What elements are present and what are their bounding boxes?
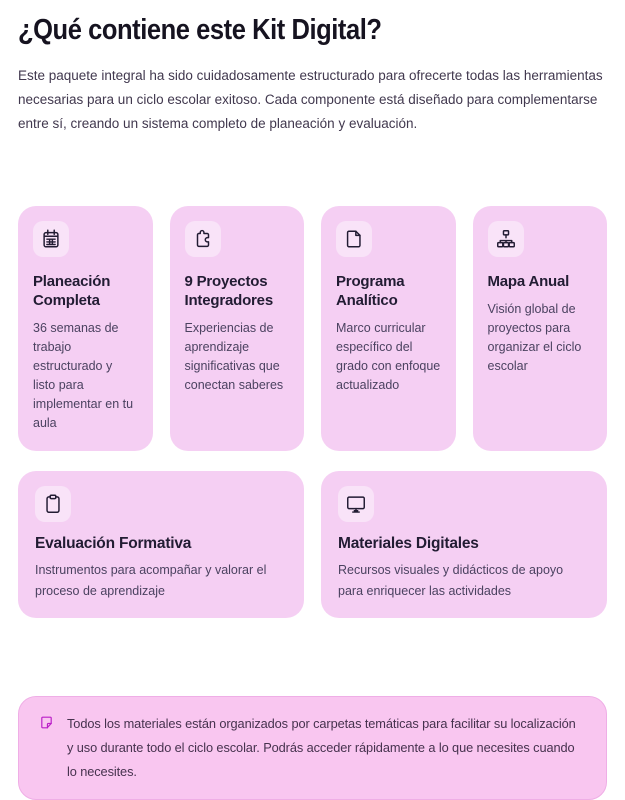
card-description: Experiencias de aprendizaje significativas que conectan saberes: [184, 321, 284, 392]
monitor-icon: [338, 486, 374, 522]
calendar-icon: [33, 221, 69, 257]
card-evaluacion-formativa: [18, 471, 304, 618]
card-title: Mapa Anual: [487, 273, 570, 290]
materials-organization-callout: [18, 696, 607, 800]
sitemap-icon: [488, 221, 524, 257]
card-mapa-anual: [473, 206, 608, 451]
note-icon: [39, 712, 54, 735]
card-programa-analitico: [321, 206, 456, 451]
callout-text: Todos los materiales están organizados por carpetas temáticas para facilitar su localización y uso durante todo el ciclo escolar. Podrás acceder rápidamente a lo que necesites cuando lo necesites.: [67, 716, 576, 779]
puzzle-icon: [185, 221, 221, 257]
card-description: Recursos visuales y didácticos de apoyo para enriquecer las actividades: [338, 563, 564, 598]
card-planeacion-completa: [18, 206, 153, 451]
card-description: Instrumentos para acompañar y valorar el proceso de aprendizaje: [35, 563, 267, 598]
card-description: Marco curricular específico del grado con enfoque actualizado: [336, 321, 441, 392]
card-title: Materiales Digitales: [338, 535, 479, 552]
features-grid-row-2: [18, 471, 607, 618]
card-proyectos-integradores: [170, 206, 305, 451]
card-title: Evaluación Formativa: [35, 535, 192, 552]
card-description: Visión global de proyectos para organizar el ciclo escolar: [487, 302, 582, 373]
features-grid-row-1: [18, 206, 607, 451]
card-title: Programa Analítico: [336, 273, 405, 309]
intro-text: Este paquete integral ha sido cuidadosamente estructurado para ofrecerte todas las herramientas necesarias para un ciclo escolar exitoso. Cada componente está diseñado para complementarse entre sí, creando un sistema completo de planeación y evaluación.: [18, 68, 603, 131]
card-title: 9 Proyectos Integradores: [184, 273, 273, 309]
card-title: Planeación Completa: [33, 273, 111, 309]
card-description: 36 semanas de trabajo estructurado y listo para implementar en tu aula: [33, 321, 134, 430]
card-materiales-digitales: [321, 471, 607, 618]
document-icon: [336, 221, 372, 257]
page-title: ¿Qué contiene este Kit Digital?: [18, 14, 382, 46]
clipboard-icon: [35, 486, 71, 522]
